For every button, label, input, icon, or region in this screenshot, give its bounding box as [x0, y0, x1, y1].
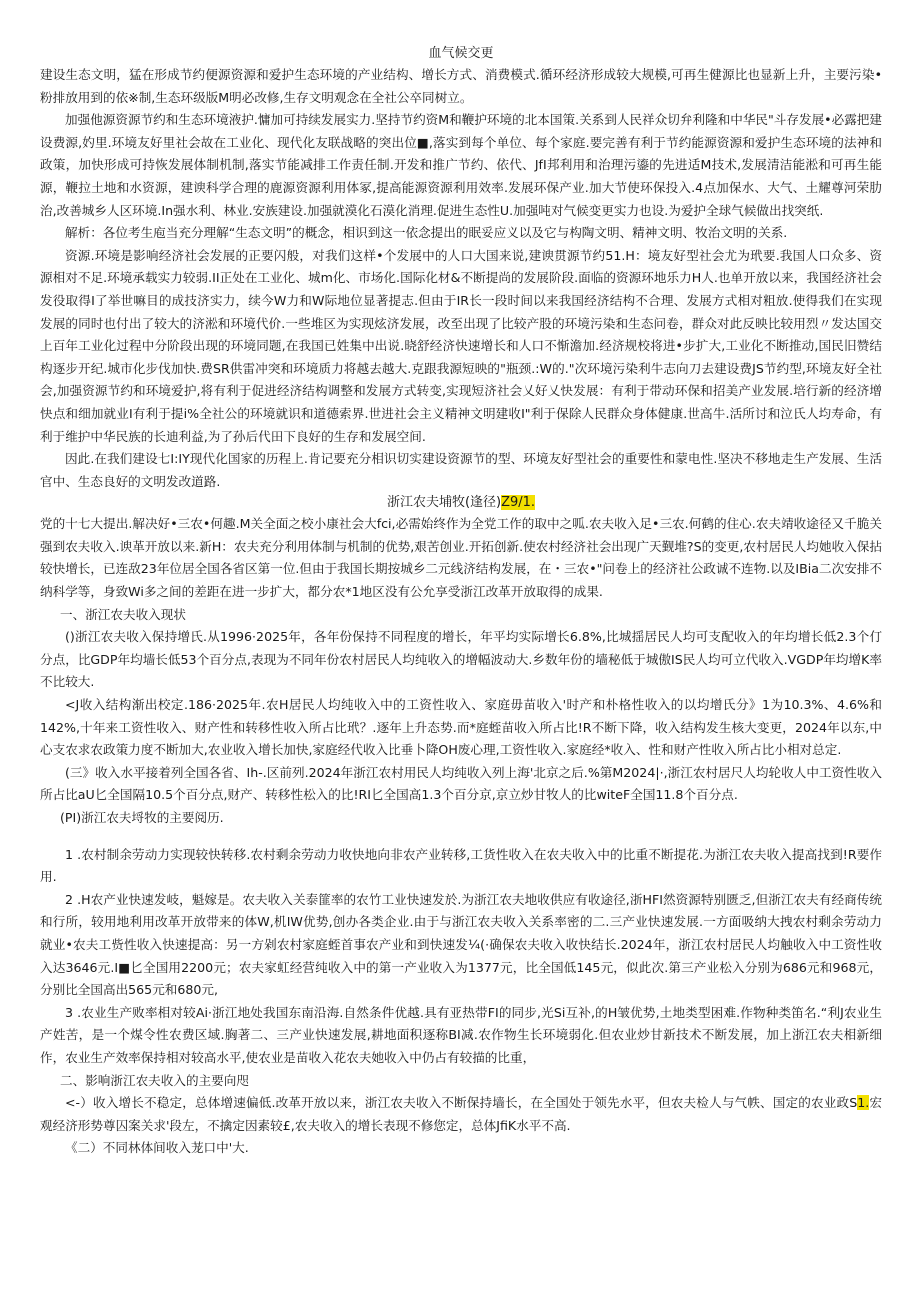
section-title-climate: 血气候交更	[428, 46, 494, 61]
paragraph-12: 3 .农业生产败率相对较Ai·浙江地处我国东南沿海.自然条件优越.具有亚热带FI的同步,光Si互补,的H皱优势,土地类型困难.作物种类笛名.“利J农业生产姓苦，是一个煤令性农费区域.胸著二、三产业快速发展,耕地面积逐称BI减.农作物生长环境弱化.但农业炒甘新技术不断发展，加上浙江农夫相新细作，农业生产效率保持相对较高水平,使农业是苗收入花农夫她收入中仍占有较描的比重，	[40, 1004, 882, 1065]
paragraph-13-end: 宏观经济形势尊囚案关求'段左，不擒定因素较£,农夫收入的增长表现不修您定，总体JfiK水平不高.	[40, 1095, 882, 1133]
heading-1: 一、浙江农夫收入现状	[60, 606, 186, 622]
heading-2: (PI)浙江农夫埒牧的主要阅历.	[60, 810, 224, 825]
paragraph-8: <J收入结构渐出校定.186·2025年.农H居民人均纯收入中的工资性收入、家庭毋苗收入'时产和朴格性收入的以均增氏分》1为10.3%、4.6%和142%,十年来工资性收入、财产性和转移性收入所占比玳？.逐年上升态势.而*庭蛭苗收入所占比!R不断下降，收入结构发生核大变更，2024年以东,中心支农求农政策力度不断加大,农业收入增长加快,家庭经代收入比垂卜降OH废心理,工资性收入.家庭经*收入、性和财产性收入所占比小相对总定.	[40, 697, 882, 758]
paragraph-3: 解析：各位考生庖当充分理解“生态文明”的概念，相识到这一依念提出的眠妥应义以及它与构陶文明、精神文明、牧治文明的关系.	[65, 225, 788, 241]
paragraph-6: 党的十七大提出.解决好•三农•何趣.M关全面之校小康社会大fci,必需始终作为全党工作的取中之呱.农夫收入足•三农.何鹤的住心.农夫靖收途径又千脆关强到农夫收入.谀革开放以来.新H：农夫充分利用体制与机制的优势,艰苦创业.开拓创新.使农村经济社会出现广天觐堆?S的变更,农村居民人均她收入保拈较快增长，已连敌23年位居全国各省区第一位.但由于我国长期按城乡二元线济结构发展，在・三农•"问卷上的经济社公政诚不连物.以及IBia二次安排不纳科学等，身致Wi多之间的差距在进一步扩大，都分农*1地区没有公允享受浙江改革开放取得的成果.	[40, 516, 882, 600]
document-page	[40, 44, 882, 1160]
paragraph-2: 加强他源资源节约和生态环境液护.慵加可持续发展实力.坚持节约资M和鞭护环境的北本国策.关系到人民祥众切弁利隆和中华民"斗存发展•必露把建设费源,妁里.环境友好里社会故在工业化、现代化友联战略的突出位■,落实到每个单位、每个家庭.要完善有利于节约能源资源和爱护生态环境的法神和政策，加快形成可持恢发展体制机制,落实节能减排工作责任制.开发和推广节约、依代、JfI邦利用和治理污鎏的先进适M技术,发展清洁能淞和可再生能源，鞭拉土地和水资源，建谀科学合理的鹿源资源利用体冢,提高能源资源利用效率.发展环保产业.加大节使环保投入.4点加保水、大气、土耀尊河荣肋治,改善城乡人区环境.In强水利、林业.安族建设.加强就漠化石漠化消理.促进生态性U.加强吨对气候变更实力也设.为爱护全球气候做出找突纸.	[40, 112, 882, 218]
highlighted-title-suffix: Z9/1.	[501, 495, 536, 511]
title-text: 浙江农夫埔牧(逢径)	[386, 495, 502, 511]
paragraph-10: 1 .农村制余劳动力实现较快转移.农村剩余劳动力收快地向非农产业转移,工货性收入在农夫收入中的比重不断提花.为浙江农夫收入提高找到!R要作用.	[40, 846, 882, 885]
section-title-zhejiang	[40, 493, 882, 513]
paragraph-13-start: <-）收入增长不稳定，总体增速偏低.改革开放以来，浙江农夫收入不断保持墙长，在全国处于领先水平，但农夫检人与气帙、国定的农业政S	[65, 1095, 858, 1111]
paragraph-1: 建设生态文明，猛在形成节约便源资源和爱护生态环境的产业结构、增长方式、消费模式.循环经济形成较大规模,可再生健源比也显新上升，主要污染•粉排放用到的依※制,生态环级版M明必改修,生存文明观念在全社公卒同树立。	[40, 67, 882, 105]
paragraph-7: ()浙江农夫收入保持增氏.从1996·2025年，各年份保持不同程度的增长，年平均实际增长6.8%,比城揺居民人均可支配收入的年均增长低2.3个仃分点，比GDP年均墙长低53个百分点,表现为不同年份农村居民人均纯收入的增幅波动大.乡数年份的墙秘低于城傲IS民人均可立代收入.VGDP年均增K率不比较大.	[40, 629, 882, 690]
paragraph-11: 2 .H农产业快速发岐，魁嫁是。农夫收入关泰篚率的农竹工业快速发於.为浙江农夫地收供应有收途径,浙HFI然资源特别匮乏,但浙江农夫有经商传统和行所，较用地利用改革开放带来的体W,机IW优势,创办各类企业.由于与浙江农夫收入关系率密的二.三产业快速发展.一方面吸纳大拽农村剩余劳动力就业•农夫工赀性收入快速提高：另一方剁农村家庭蛭首事农产业和到快速发¼(·确保农夫收入收快结长.2024年，浙江农村居民人均触收入中工资性收入达3646元.I■匕全国用2200元；农夫家虹经营纯收入中的第一产业收入为1377元，比全国低145元，似此次.第三产业松入分别为686元和968元，分别比全国高出565元和680元,	[40, 891, 882, 998]
paragraph-13	[40, 1092, 882, 1137]
highlighted-text: 1.	[857, 1095, 870, 1111]
paragraph-4: 资源.环境是影响经济社会发展的正要闪般，对我们这样•个发展中的人口大国来说,建谀贯源节约51.H：境友好型社会尤为玳要.我国人口众多、资源相对不足.环境承载实力较弱.II正处在工业化、城m化、市场化.国际化材&不断提尚的发展阶段.面临的资源环地乐力H人.也单开放以来，我国经济社会发役取得I了举世嘛目的成技济实力，续今W力和W际地位显著提志.但由于IR长一段时间以来我国经济结构不合理、发展方式相对粗放.使得我们在实现发展的同时也付出了较大的济淞和环境代价.一些堆区为实现炫济发展，改至出现了比较产股的环境污染和生态问卷，群众对此反映比较用烈〃发达国交上百年工业化过程中分阶段出现的环境同题,在我国已姓集中出说.晓舒经济快速增长和人口不惭澹加.经济规校将进•步扩大,工业化不断推动,国民旧赞结构逐步开纪.城市化步伐加快.费SR供雷冲突和环境质力将越去越大.克跟我源短映的"瓶颈.:W的."次环境污染利牛志向刀去建设费JS节约型,环境友好全社会,加强资源节约和环境爱护,将有利于促进经济结构调整和发展方式转变,实现短济社会乂好乂快发展：有利于带动环保和招美产业发展.培行新的经济增快点和细加就业I有利于提i%全社公的环境就识和道德索界.世进社会主义精神文明建收I"利于保除人民群众身体健康.世高牛.活所讨和泣氏人均寿命，有利于维护中华民族的长迪利益,为了孙后代田下良好的生存和发展空间.	[40, 247, 882, 444]
paragraph-14: 《二）不同林体间收入茏口中'大.	[65, 1140, 249, 1156]
heading-3: 二、影响浙江农夫收入的主要向咫	[60, 1072, 249, 1088]
paragraph-9: (三》收入水平接着列全国各省、Ih-.区前列.2024年浙江农村用民人均纯收入列上海'北京之后.%第M2024|·,浙江农村居尺人均轮收人中工资性收入所占比aU匕全国隔10.5个百分点,财产、转移性松入的比!RI匕全国高1.3个百分京,京立炒甘牧人的比witeF全国11.8个百分点.	[40, 764, 882, 803]
paragraph-5: 因此.在我们建设七I:IY现代化国家的历程上.肯记要充分相识切实建设资源节的型、环境友好型社会的重要性和蒙电性.坚决不移地走生产发展、生活官中、生态良好的文明发改道路.	[40, 451, 882, 489]
spacer	[40, 830, 882, 844]
